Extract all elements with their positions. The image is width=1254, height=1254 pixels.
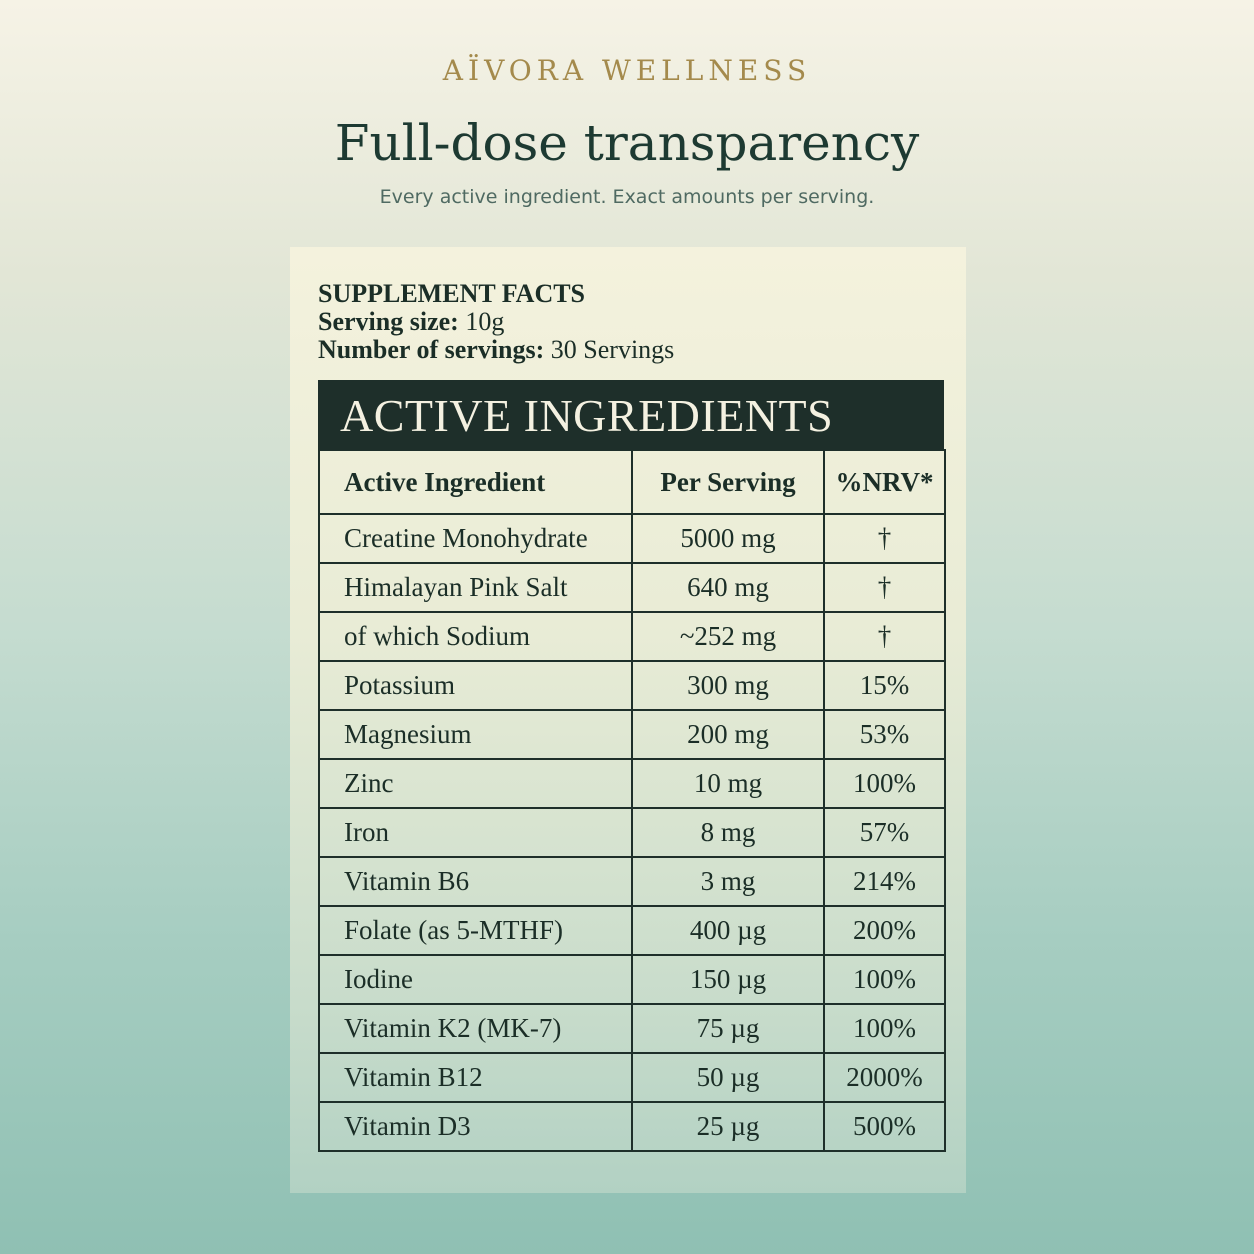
ingredient-name-cell: Himalayan Pink Salt <box>319 563 632 612</box>
ingredient-name-cell: Iodine <box>319 955 632 1004</box>
ingredient-name-cell: Creatine Monohydrate <box>319 514 632 563</box>
table-body <box>319 514 945 1151</box>
table-row <box>319 759 945 808</box>
nrv-cell: 214% <box>824 857 945 906</box>
per-serving-cell: 200 mg <box>632 710 824 759</box>
servings-label: Number of servings: <box>318 335 545 364</box>
column-header-ingredient: Active Ingredient <box>319 450 632 514</box>
ingredient-name-cell: Magnesium <box>319 710 632 759</box>
active-ingredients-title: ACTIVE INGREDIENTS <box>318 380 944 450</box>
column-header-per-serving: Per Serving <box>632 450 824 514</box>
table-header-row <box>319 450 945 514</box>
serving-size-line <box>318 308 918 336</box>
table-row <box>319 661 945 710</box>
table-row <box>319 857 945 906</box>
servings-line <box>318 336 918 364</box>
nrv-cell: 200% <box>824 906 945 955</box>
nrv-cell: † <box>824 612 945 661</box>
per-serving-cell: 75 µg <box>632 1004 824 1053</box>
table-row <box>319 563 945 612</box>
table-row <box>319 514 945 563</box>
supplement-facts-info <box>318 280 918 364</box>
per-serving-cell: 10 mg <box>632 759 824 808</box>
facts-title: SUPPLEMENT FACTS <box>318 279 586 308</box>
ingredient-name-cell: Vitamin K2 (MK-7) <box>319 1004 632 1053</box>
ingredient-name-cell: Zinc <box>319 759 632 808</box>
column-header-nrv: %NRV* <box>824 450 945 514</box>
per-serving-cell: 300 mg <box>632 661 824 710</box>
brand-name: AÏVORA WELLNESS <box>442 54 812 87</box>
nrv-cell: 100% <box>824 1004 945 1053</box>
per-serving-cell: 5000 mg <box>632 514 824 563</box>
ingredient-name-cell: of which Sodium <box>319 612 632 661</box>
per-serving-cell: 3 mg <box>632 857 824 906</box>
per-serving-cell: 400 µg <box>632 906 824 955</box>
ingredient-name-cell: Vitamin B6 <box>319 857 632 906</box>
table-row <box>319 906 945 955</box>
nrv-cell: † <box>824 563 945 612</box>
ingredient-name-cell: Iron <box>319 808 632 857</box>
table-row <box>319 1004 945 1053</box>
ingredient-name-cell: Folate (as 5-MTHF) <box>319 906 632 955</box>
table-row <box>319 1053 945 1102</box>
per-serving-cell: 150 µg <box>632 955 824 1004</box>
table-row <box>319 955 945 1004</box>
serving-size-value: 10g <box>465 307 505 336</box>
ingredient-name-cell: Vitamin D3 <box>319 1102 632 1151</box>
servings-value: 30 Servings <box>550 335 675 364</box>
nrv-cell: 57% <box>824 808 945 857</box>
table-row <box>319 710 945 759</box>
table-row <box>319 612 945 661</box>
nrv-cell: 2000% <box>824 1053 945 1102</box>
nrv-cell: † <box>824 514 945 563</box>
per-serving-cell: ~252 mg <box>632 612 824 661</box>
per-serving-cell: 640 mg <box>632 563 824 612</box>
page-subheadline: Every active ingredient. Exact amounts per serving. <box>379 186 875 208</box>
per-serving-cell: 25 µg <box>632 1102 824 1151</box>
serving-size-label: Serving size: <box>318 307 459 336</box>
per-serving-cell: 8 mg <box>632 808 824 857</box>
page-headline: Full-dose transparency <box>334 114 920 172</box>
ingredients-table <box>318 449 946 1152</box>
table-row <box>319 1102 945 1151</box>
per-serving-cell: 50 µg <box>632 1053 824 1102</box>
table-row <box>319 808 945 857</box>
nrv-cell: 500% <box>824 1102 945 1151</box>
nrv-cell: 15% <box>824 661 945 710</box>
ingredient-name-cell: Vitamin B12 <box>319 1053 632 1102</box>
ingredient-name-cell: Potassium <box>319 661 632 710</box>
nrv-cell: 100% <box>824 759 945 808</box>
nrv-cell: 53% <box>824 710 945 759</box>
nrv-cell: 100% <box>824 955 945 1004</box>
